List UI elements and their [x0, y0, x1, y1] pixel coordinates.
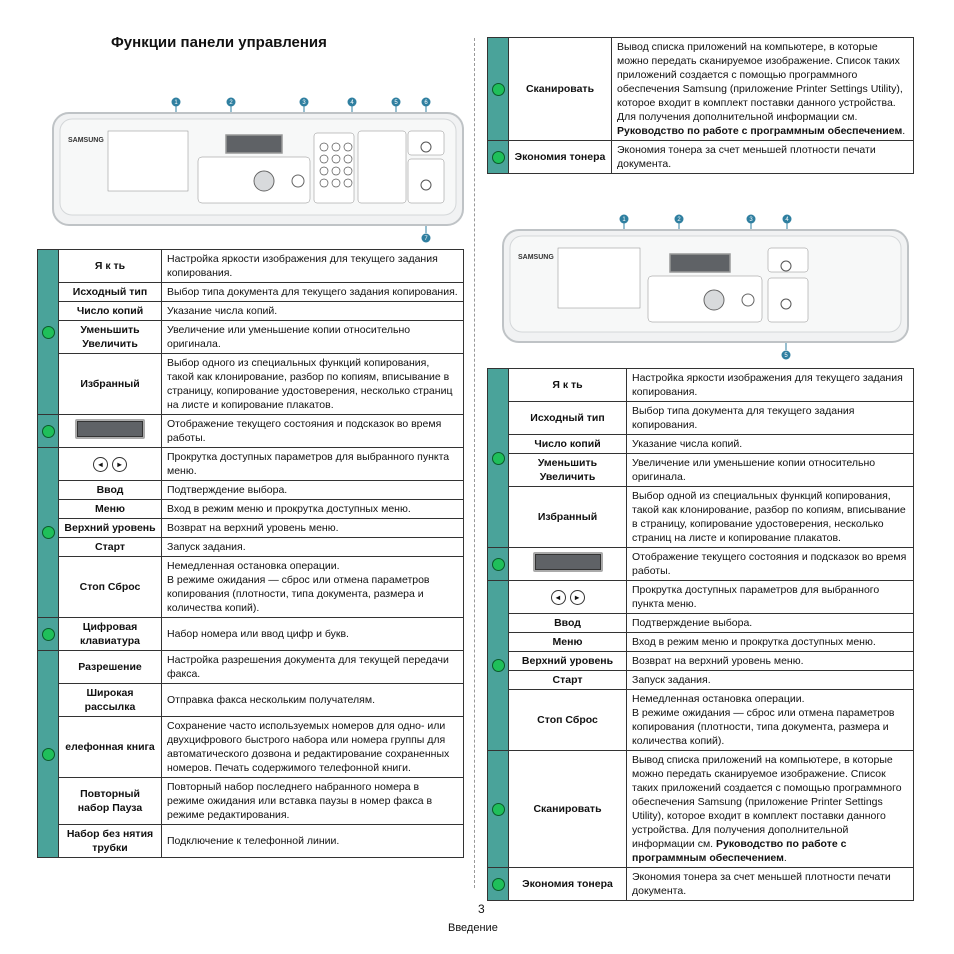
callout-number: 4 — [350, 100, 354, 107]
feature-name-cell: Исходный тип — [509, 402, 627, 435]
callout-number: 1 — [622, 217, 626, 224]
feature-name-cell: Избранный — [59, 354, 162, 415]
table-row — [488, 652, 914, 671]
feature-description-cell: Отображение текущего состояния и подсказок во время работы. — [162, 415, 464, 448]
feature-name-cell: Широкая рассылка — [59, 684, 162, 717]
feature-description-cell: Экономия тонера за счет меньшей плотности печати документа. — [612, 141, 914, 174]
feature-description-cell: Выбор одной из специальных функций копирования, такой как клонирование, разбор по копиям, вписывание в страницу, копирование удостоверения, несколько страниц на листе и копирование плакатов. — [627, 487, 914, 548]
page-number: 3 — [478, 902, 485, 916]
table-row — [488, 633, 914, 652]
manual-reference: Руководство по работе с программным обеспечением — [632, 838, 847, 864]
feature-name-cell: Число копий — [509, 435, 627, 454]
section-band — [488, 868, 509, 901]
section-marker-icon — [492, 83, 505, 96]
feature-description-cell: Увеличение или уменьшение копии относительно оригинала. — [627, 454, 914, 487]
left-arrow-icon: ◂ — [93, 457, 108, 472]
table-row — [488, 454, 914, 487]
section-marker-icon — [42, 425, 55, 438]
top-right-feature-table — [487, 37, 914, 174]
feature-description-cell: Указание числа копий. — [162, 302, 464, 321]
feature-name-cell: Число копий — [59, 302, 162, 321]
page-title: Функции панели управления — [111, 34, 327, 51]
feature-description-cell: Возврат на верхний уровень меню. — [627, 652, 914, 671]
table-row — [488, 38, 914, 141]
feature-name-cell: Я к ть — [509, 369, 627, 402]
right-arrow-icon: ▸ — [570, 590, 585, 605]
feature-name-cell: Уменьшить Увеличить — [509, 454, 627, 487]
table-row — [38, 500, 464, 519]
feature-name-cell: Старт — [59, 538, 162, 557]
section-band — [488, 751, 509, 868]
feature-name-cell — [509, 548, 627, 581]
section-marker-icon — [492, 151, 505, 164]
panel-brand: SAMSUNG — [68, 137, 104, 144]
section-marker-icon — [492, 659, 505, 672]
callout-number: 3 — [749, 217, 753, 224]
display-screen-icon — [75, 419, 145, 439]
display-screen-icon — [533, 552, 603, 572]
table-row — [38, 415, 464, 448]
feature-name-cell: Верхний уровень — [509, 652, 627, 671]
feature-description-cell: Подтверждение выбора. — [162, 481, 464, 500]
feature-description-cell: Отображение текущего состояния и подсказок во время работы. — [627, 548, 914, 581]
table-row — [38, 825, 464, 858]
feature-name-cell — [59, 415, 162, 448]
callout-number: 3 — [302, 100, 306, 107]
feature-description-cell: Выбор типа документа для текущего задания копирования. — [627, 402, 914, 435]
feature-name-cell: Исходный тип — [59, 283, 162, 302]
section-band — [38, 448, 59, 618]
feature-name-cell: Уменьшить Увеличить — [59, 321, 162, 354]
table-row — [488, 141, 914, 174]
table-row — [38, 448, 464, 481]
feature-description-cell: Настройка яркости изображения для текущего задания копирования. — [627, 369, 914, 402]
feature-name-cell — [509, 581, 627, 614]
table-row — [488, 581, 914, 614]
feature-name-cell: Я к ть — [59, 250, 162, 283]
table-row — [38, 321, 464, 354]
table-row — [488, 435, 914, 454]
feature-name-cell: Меню — [59, 500, 162, 519]
table-row — [488, 548, 914, 581]
section-band — [488, 141, 509, 174]
callout-number: 7 — [424, 236, 428, 243]
feature-description-cell: Вывод списка приложений на компьютере, в которые можно передать сканируемое изображение. Список таких приложений создается с помощью программного обеспечения Samsung (приложение Printer Settings Utility), которое входит в комплект поставки данного устройства. Для получения дополнительной информации см. Руководство по работе с программным обеспечением. — [612, 38, 914, 141]
callout-number: 6 — [424, 100, 428, 107]
callout-number: 2 — [229, 100, 233, 107]
section-marker-icon — [492, 558, 505, 571]
feature-name-cell: Ввод — [509, 614, 627, 633]
section-band — [488, 581, 509, 751]
feature-description-cell: Немедленная остановка операции. В режиме ожидания — сброс или отмена параметров копирования (плотности, типа документа, размера и количества копий). — [162, 557, 464, 618]
control-panel-figure-left — [48, 95, 468, 245]
table-row — [38, 250, 464, 283]
table-row — [38, 283, 464, 302]
feature-description-cell: Запуск задания. — [627, 671, 914, 690]
feature-name-cell: Старт — [509, 671, 627, 690]
table-row — [38, 618, 464, 651]
section-band — [38, 250, 59, 415]
section-band — [488, 369, 509, 548]
table-row — [488, 751, 914, 868]
feature-description-cell: Повторный набор последнего набранного номера в режиме ожидания или вставка паузы в номер факса в режиме редактирования. — [162, 778, 464, 825]
feature-description-cell: Увеличение или уменьшение копии относительно оригинала. — [162, 321, 464, 354]
table-row — [488, 614, 914, 633]
feature-name-cell: Экономия тонера — [509, 868, 627, 901]
callout-number: 5 — [394, 100, 398, 107]
right-arrow-icon: ▸ — [112, 457, 127, 472]
feature-name-cell: Цифровая клавиатура — [59, 618, 162, 651]
feature-description-cell: Настройка яркости изображения для текущего задания копирования. — [162, 250, 464, 283]
section-marker-icon — [492, 452, 505, 465]
table-row — [38, 519, 464, 538]
feature-name-cell: Экономия тонера — [509, 141, 612, 174]
feature-description-cell: Немедленная остановка операции. В режиме ожидания — сброс или отмена параметров копирования (плотности, типа документа, размера и количества копий). — [627, 690, 914, 751]
feature-name-cell: Сканировать — [509, 38, 612, 141]
section-marker-icon — [42, 526, 55, 539]
section-band — [488, 548, 509, 581]
section-band — [488, 38, 509, 141]
table-row — [38, 651, 464, 684]
column-divider — [474, 38, 475, 888]
feature-name-cell: Набор без нятия трубки — [59, 825, 162, 858]
svg-text:SAMSUNG: SAMSUNG — [518, 254, 554, 261]
footer-text: Введение — [448, 922, 498, 934]
manual-reference: Руководство по работе с программным обеспечением — [617, 125, 903, 137]
feature-name-cell: Сканировать — [509, 751, 627, 868]
table-row — [38, 481, 464, 500]
feature-description-cell: Набор номера или ввод цифр и букв. — [162, 618, 464, 651]
table-row — [488, 690, 914, 751]
feature-description-cell: Подключение к телефонной линии. — [162, 825, 464, 858]
feature-description-cell: Выбор одного из специальных функций копирования, такой как клонирование, разбор по копиям, вписывание в страницу, копирование удостоверения, несколько страниц на листе и копирование плакатов. — [162, 354, 464, 415]
feature-description-cell: Вывод списка приложений на компьютере, в которые можно передать сканируемое изображение. Список таких приложений создается с помощью программного обеспечения Samsung (приложение Printer Settings Utility), которое входит в комплект поставки данного устройства. Для получения дополнительной информации см. Руководство по работе с программным обеспечением. — [627, 751, 914, 868]
feature-name-cell: Избранный — [509, 487, 627, 548]
control-panel-figure-right — [498, 212, 918, 362]
section-marker-icon — [42, 748, 55, 761]
section-marker-icon — [42, 628, 55, 641]
left-arrow-icon: ◂ — [551, 590, 566, 605]
feature-description-cell: Прокрутка доступных параметров для выбранного пункта меню. — [627, 581, 914, 614]
feature-description-cell: Прокрутка доступных параметров для выбранного пункта меню. — [162, 448, 464, 481]
feature-name-cell: Верхний уровень — [59, 519, 162, 538]
feature-description-cell: Сохранение часто используемых номеров для одно- или двухцифрового быстрого набора или номера группы для автоматического дозвона и редактирование сохраненных номеров. Печать содержимого телефонной книги. — [162, 717, 464, 778]
section-band — [38, 415, 59, 448]
table-row — [488, 487, 914, 548]
bottom-right-feature-table — [487, 368, 914, 901]
table-row — [488, 671, 914, 690]
feature-description-cell: Отправка факса нескольким получателям. — [162, 684, 464, 717]
left-feature-table — [37, 249, 464, 858]
section-marker-icon — [492, 878, 505, 891]
feature-description-cell: Запуск задания. — [162, 538, 464, 557]
table-row — [488, 369, 914, 402]
table-row — [38, 717, 464, 778]
feature-name-cell: Меню — [509, 633, 627, 652]
callout-number: 4 — [785, 217, 789, 224]
feature-description-cell: Настройка разрешения документа для текущей передачи факса. — [162, 651, 464, 684]
table-row — [38, 302, 464, 321]
feature-name-cell — [59, 448, 162, 481]
table-row — [38, 538, 464, 557]
callout-number: 5 — [784, 353, 788, 360]
section-marker-icon — [492, 803, 505, 816]
feature-name-cell: Ввод — [59, 481, 162, 500]
table-row — [38, 354, 464, 415]
callout-number: 1 — [174, 100, 178, 107]
section-marker-icon — [42, 326, 55, 339]
feature-name-cell: Разрешение — [59, 651, 162, 684]
table-row — [38, 684, 464, 717]
table-row — [488, 868, 914, 901]
feature-description-cell: Экономия тонера за счет меньшей плотности печати документа. — [627, 868, 914, 901]
feature-name-cell: Стоп Сброс — [509, 690, 627, 751]
feature-description-cell: Вход в режим меню и прокрутка доступных меню. — [162, 500, 464, 519]
feature-name-cell: елефонная книга — [59, 717, 162, 778]
feature-name-cell: Стоп Сброс — [59, 557, 162, 618]
feature-description-cell: Возврат на верхний уровень меню. — [162, 519, 464, 538]
section-band — [38, 651, 59, 858]
table-row — [38, 557, 464, 618]
feature-description-cell: Выбор типа документа для текущего задания копирования. — [162, 283, 464, 302]
feature-description-cell: Вход в режим меню и прокрутка доступных меню. — [627, 633, 914, 652]
table-row — [488, 402, 914, 435]
feature-name-cell: Повторный набор Пауза — [59, 778, 162, 825]
callout-number: 2 — [677, 217, 681, 224]
section-band — [38, 618, 59, 651]
feature-description-cell: Подтверждение выбора. — [627, 614, 914, 633]
table-row — [38, 778, 464, 825]
feature-description-cell: Указание числа копий. — [627, 435, 914, 454]
